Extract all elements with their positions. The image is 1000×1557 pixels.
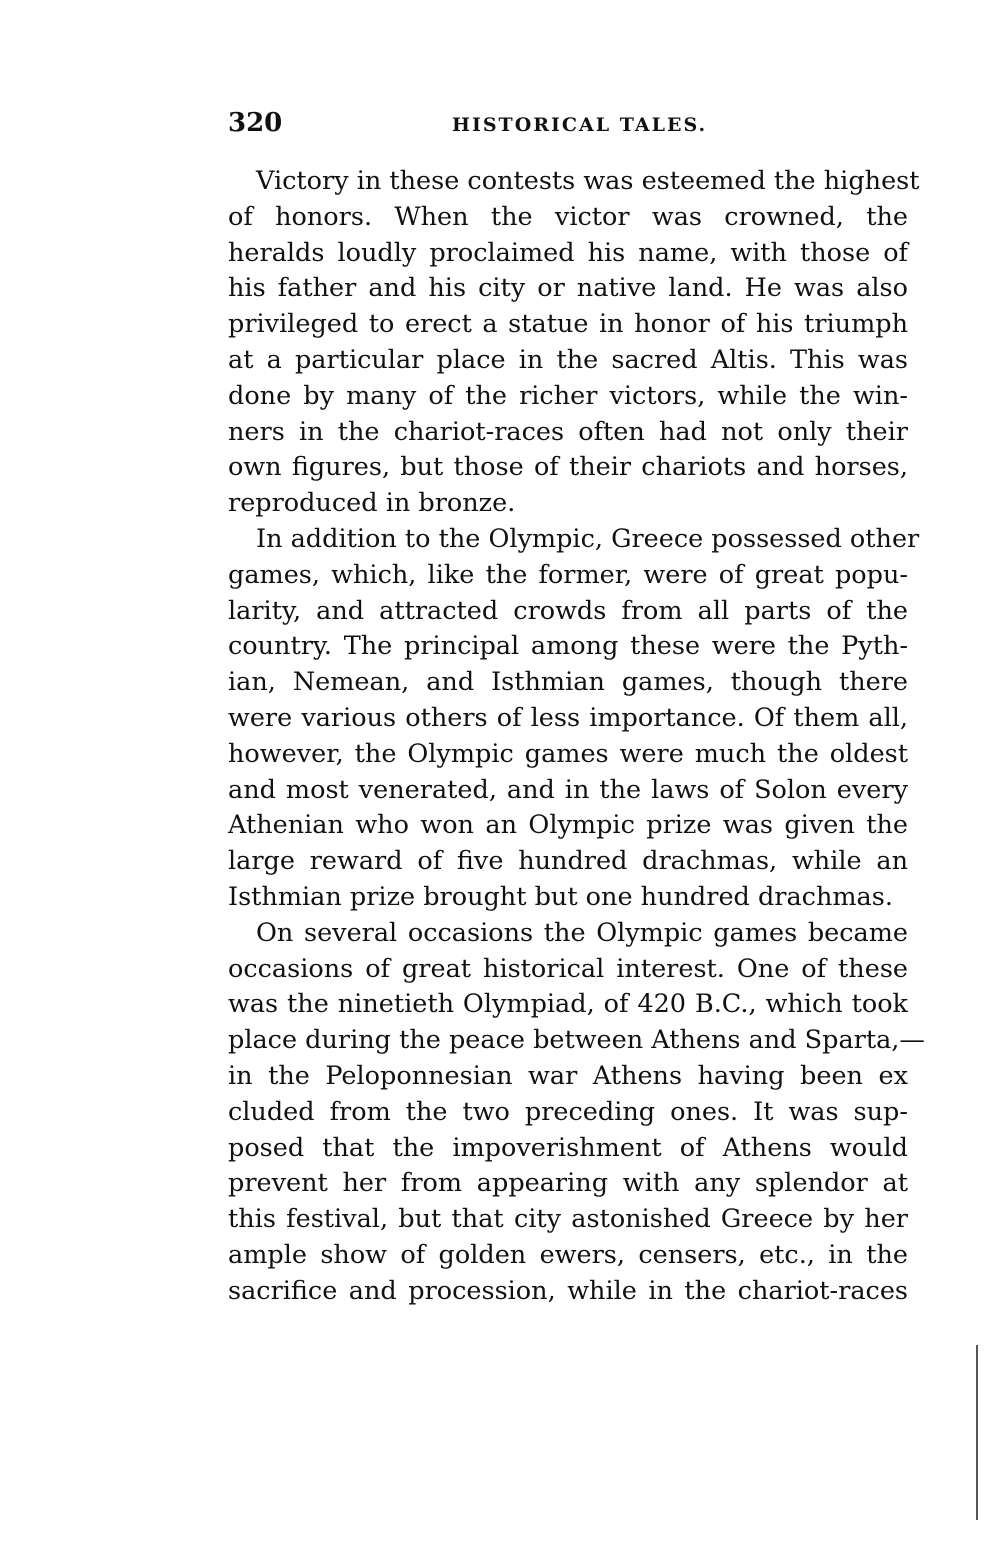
text-line: were various others of less importance. Of them all, (228, 702, 908, 733)
text-line: In addition to the Olympic, Greece possessed other (256, 523, 920, 554)
paragraph-1 (228, 164, 920, 522)
text-line: cluded from the two preceding ones. It was sup- (228, 1096, 908, 1127)
text-line: sacrifice and procession, while in the chariot-races (228, 1275, 908, 1306)
text-line: prevent her from appearing with any splendor at (228, 1168, 908, 1199)
text-line: was the ninetieth Olympiad, of 420 B.C., which took (228, 989, 908, 1020)
text-line: place during the peace between Athens and Sparta,— (228, 1025, 925, 1056)
text-line: at a particular place in the sacred Altis. This was (228, 344, 908, 375)
paragraph-2 (228, 522, 920, 916)
text-line: done by many of the richer victors, while the win- (228, 380, 908, 411)
text-line: however, the Olympic games were much the oldest (228, 738, 908, 769)
text-line: ners in the chariot-races often had not only their (228, 416, 908, 447)
text-line: privileged to erect a statue in honor of his triumph (228, 309, 908, 340)
text-line: On several occasions the Olympic games became (256, 917, 908, 948)
text-line: larity, and attracted crowds from all parts of the (228, 595, 908, 626)
text-line: Athenian who won an Olympic prize was given the (228, 810, 908, 841)
running-title: HISTORICAL TALES. (452, 114, 708, 136)
text-line: and most venerated, and in the laws of Solon every (228, 774, 908, 805)
text-line: posed that the impoverishment of Athens would (228, 1132, 908, 1163)
page-number: 320 (228, 108, 283, 138)
text-line: heralds loudly proclaimed his name, with those of (228, 237, 908, 268)
text-line: reproduced in bronze. (228, 488, 516, 519)
text-line: of honors. When the victor was crowned, the (228, 201, 908, 232)
text-line: large reward of five hundred drachmas, while an (228, 846, 908, 877)
text-line: in the Peloponnesian war Athens having been ex (228, 1060, 908, 1091)
text-line: ample show of golden ewers, censers, etc., in the (228, 1239, 908, 1270)
page-header (228, 108, 908, 144)
paragraph-3 (228, 916, 925, 1310)
text-line: this festival, but that city astonished Greece by her (228, 1204, 908, 1235)
page-edge-line (976, 1345, 978, 1520)
text-line: occasions of great historical interest. One of these (228, 953, 908, 984)
text-line: games, which, like the former, were of great popu- (228, 559, 908, 590)
body-text (228, 164, 925, 1310)
text-line: Victory in these contests was esteemed the highest (256, 166, 920, 196)
text-line: own figures, but those of their chariots and horses, (228, 452, 908, 483)
text-line: country. The principal among these were the Pyth- (228, 631, 908, 662)
text-line: Isthmian prize brought but one hundred drachmas. (228, 881, 893, 912)
text-line: his father and his city or native land. He was also (228, 273, 908, 304)
text-line: ian, Nemean, and Isthmian games, though there (228, 667, 908, 698)
